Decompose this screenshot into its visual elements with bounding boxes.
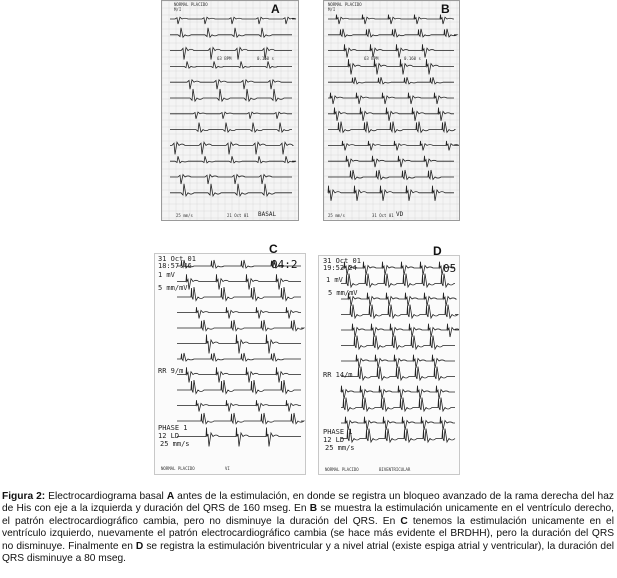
figure-caption: [2, 491, 614, 565]
caption-ref-a: A: [166, 491, 175, 502]
panel-d-big-value: 05: [443, 262, 457, 275]
ecg-trace: [328, 156, 454, 167]
ecg-trace: [177, 413, 304, 424]
panel-c-lead: 12 LD: [158, 432, 180, 440]
ecg-trace: [341, 274, 455, 288]
ecg-trace: [341, 417, 455, 430]
caption-text-3: se muestra la estimulación unicamente en el ventrículo derecho, el patrón electrocardiográfico cambia, pero no disminuye la duración del QRS. En: [2, 503, 614, 527]
panel-b-mid-label-2: 0.160 s: [404, 56, 421, 61]
ecg-trace: [341, 398, 455, 412]
panel-d-footer-right: BIVENTRICULAR: [379, 467, 411, 472]
panel-b-footer-left: 25 mm/s: [328, 213, 345, 218]
panel-a-footer-mid: 21 Oct 01: [227, 213, 249, 218]
panel-b-mid-label-1: 63 BPM: [364, 56, 379, 61]
ecg-trace: [170, 61, 292, 68]
caption-text-4: tenemos la estimulación unicamente en el ventrículo izquierdo, nuevamente el patrón electrocardiográfico cambia (se hace más evidente el BRDHH), pero la duración del QRS no disminuye. Finalmente en: [2, 515, 614, 552]
caption-ref-d: D: [135, 540, 144, 552]
panel-c-rr: RR 9/m: [158, 367, 184, 375]
panel-b-footer-mid: 31 Oct 01: [372, 213, 394, 218]
ecg-trace: [328, 15, 454, 25]
panel-c-big-value: 04:2: [271, 258, 298, 271]
ecg-trace: [341, 367, 455, 381]
ecg-trace: [170, 80, 292, 89]
ecg-trace: [177, 380, 301, 394]
ecg-trace: [341, 305, 458, 319]
panel-b-letter: B: [441, 2, 450, 16]
ecg-trace: [341, 429, 455, 443]
ecg-trace: [170, 89, 292, 101]
panel-c-footer-left: NORMAL PLACIDO: [161, 466, 195, 471]
caption-figure-label: Figura 2:: [2, 491, 46, 502]
panel-d-lead: 12 LD: [323, 436, 345, 444]
caption-ref-c: C: [400, 515, 408, 527]
panel-a-footer-right: BASAL: [258, 211, 277, 218]
panel-c-date: 31 Oct 01: [158, 255, 196, 263]
ecg-trace: [170, 17, 296, 24]
ecg-trace: [341, 336, 455, 350]
ecg-trace: [177, 274, 301, 289]
ecg-trace: [177, 287, 301, 301]
ecg-trace: [328, 108, 454, 121]
caption-ref-b: B: [309, 503, 318, 515]
ecg-trace: [177, 400, 301, 411]
panel-d-rr: RR 14/m: [323, 371, 353, 379]
ecg-trace: [177, 353, 301, 361]
ecg-panel-a: [161, 0, 299, 221]
panel-a-header-sub: M/I: [174, 7, 182, 12]
panel-c-time: 18:57:46: [158, 262, 192, 270]
ecg-trace: [341, 293, 456, 306]
ecg-trace: [328, 186, 454, 201]
panel-c-paper: 25 mm/s: [160, 440, 190, 448]
panel-a-letter: A: [271, 2, 280, 16]
panel-d-phase: PHASE 1: [323, 428, 353, 436]
ecg-trace: [177, 428, 301, 447]
ecg-trace: [170, 142, 293, 154]
ecg-trace: [177, 320, 304, 331]
panel-c-gain: 1 mV: [158, 271, 175, 279]
panel-d-footer-left: NORMAL PLACIDO: [325, 467, 359, 472]
ecg-trace: [170, 123, 292, 132]
ecg-trace: [328, 141, 459, 151]
panel-d-paper: 25 mm/s: [325, 444, 355, 452]
ecg-trace: [177, 307, 301, 318]
panel-a-mid-label-2: 0.160 s: [257, 56, 274, 61]
panel-a-mid-label-1: 63 BPM: [217, 56, 232, 61]
ecg-trace: [328, 93, 454, 104]
ecg-trace: [341, 386, 455, 399]
panel-b-header: NORMAL PLACIDO: [328, 2, 362, 7]
ecg-trace: [341, 355, 455, 368]
ecg-tracing-b: [324, 1, 459, 220]
caption-text-1: Electrocardiograma basal: [45, 491, 167, 502]
ecg-trace: [328, 44, 454, 57]
ecg-panel-d: [318, 255, 460, 475]
panel-d-gain: 1 mV: [326, 276, 343, 284]
panel-d-letter: D: [433, 244, 442, 258]
panel-c-speed: 5 mm/mV: [158, 284, 188, 292]
ecg-panel-b: [323, 0, 460, 221]
panel-c-letter: C: [269, 242, 278, 256]
panel-d-speed: 5 mm/mV: [328, 289, 358, 297]
ecg-trace: [328, 170, 454, 179]
ecg-panel-c: [154, 253, 306, 475]
panel-b-header-sub: M/I: [328, 7, 336, 12]
panel-b-footer-right: VD: [396, 211, 404, 218]
panel-c-phase: PHASE 1: [158, 424, 188, 432]
ecg-trace: [328, 77, 454, 84]
ecg-trace: [177, 367, 301, 382]
caption-text-5: se registra la estimulación biventricular y a nivel atrial (existe espiga atrial y ventricular), la duración del QRS disminuye a 80 mseg.: [2, 540, 614, 565]
ecg-trace: [328, 29, 457, 37]
panel-d-time: 19:52:24: [323, 264, 357, 272]
caption-text-2: antes de la estimulación, en donde se registra un bloqueo avanzado de la rama derecha del haz de His con eje a la izquierda y duración del QRS de 160 mseg. En: [2, 491, 614, 515]
panel-a-footer-left: 25 mm/s: [176, 213, 193, 218]
ecg-trace: [177, 335, 301, 354]
panel-c-footer-right: VI: [225, 466, 230, 471]
ecg-tracing-a: [162, 1, 298, 220]
ecg-trace: [328, 59, 454, 74]
ecg-trace: [341, 324, 459, 337]
panel-a-header: NORMAL PLACIDO: [174, 2, 208, 7]
panel-d-date: 31 Oct 01: [323, 257, 361, 265]
